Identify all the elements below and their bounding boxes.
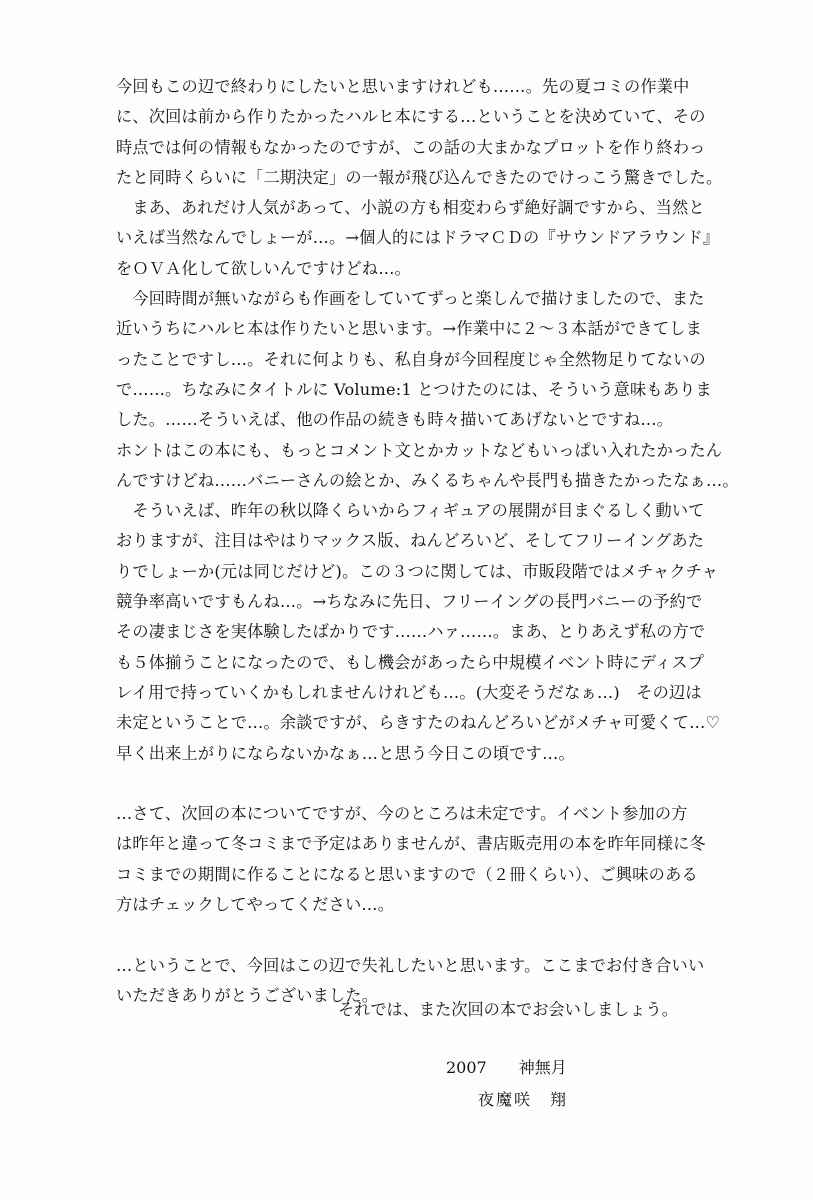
signature-year: 2007 <box>446 1058 487 1077</box>
text-line: で……。ちなみにタイトルに Volume:1 とつけたのには、そういう意味もありま <box>116 379 712 399</box>
text-line: 近いうちにハルヒ本は作りたいと思います。→作業中に２～３本話ができてしま <box>116 319 703 339</box>
paragraph <box>116 193 756 284</box>
text-line: 時点では何の情報もなかったのですが、この話の大まかなプロットを作り終わっ <box>116 137 706 157</box>
text-line: おりますが、注目はやはりマックス版、ねんどろいど、そしてフリーイングあた <box>116 531 705 551</box>
text-line: した。……そういえば、他の作品の続きも時々描いてあげないとですね…。 <box>116 410 674 430</box>
text-line: たと同時くらいに「二期決定」の一報が飛び込んできたのでけっこう驚きでした。 <box>116 167 723 187</box>
text-line: に、次回は前から作りたかったハルヒ本にする…ということを決めていて、その <box>116 107 706 127</box>
text-line: ホントはこの本にも、もっとコメント文とかカットなどもいっぱい入れたかったん <box>116 440 723 460</box>
paragraph <box>116 496 756 769</box>
signature-author: 夜魔咲 翔 <box>478 1090 569 1109</box>
text-line: 今回時間が無いながらも作画をしていてずっと楽しんで描けましたので、また <box>116 289 705 309</box>
signature-month: 神無月 <box>518 1058 567 1077</box>
text-line: その凄まじさを実体験したばかりです……ハァ……。まあ、とりあえず私の方で <box>116 622 706 642</box>
text-line: コミまでの期間に作ることになると思いますので（２冊くらい）、ご興味のある <box>116 864 698 884</box>
text-line: 競争率高いですもんね…。→ちなみに先日、フリーイングの長門バニーの予約で <box>116 592 703 612</box>
paragraph-gap <box>116 920 756 950</box>
closing-line: それでは、また次回の本でお会いしましょう。 <box>338 1000 678 1019</box>
paragraph <box>116 72 756 193</box>
text-line: いただきありがとうございました。 <box>116 985 379 1005</box>
text-line: いえば当然なんでしょーが…。→個人的にはドラマＣＤの『サウンドアラウンド』 <box>116 228 720 248</box>
text-line: …ということで、今回はこの辺で失礼したいと思います。ここまでお付き合いい <box>116 955 705 975</box>
text-line: は昨年と違って冬コミまで予定はありませんが、書店販売用の本を昨年同様に冬 <box>116 834 706 854</box>
text-line: 今回もこの辺で終わりにしたいと思いますけれども……。先の夏コミの作業中 <box>116 77 690 96</box>
afterword-body <box>116 72 756 1011</box>
paragraph <box>116 799 756 920</box>
text-line: んですけどね……バニーさんの絵とか、みくるちゃんや長門も描きたかったなぁ…。 <box>116 470 739 490</box>
text-line: まあ、あれだけ人気があって、小説の方も相変わらず絶好調ですから、当然と <box>116 198 705 218</box>
paragraph <box>116 284 756 496</box>
text-line: そういえば、昨年の秋以降くらいからフィギュアの展開が目まぐるしく動いて <box>116 501 705 521</box>
paragraph-gap <box>116 769 756 799</box>
text-line: をＯＶＡ化して欲しいんですけどね…。 <box>116 258 411 278</box>
text-line: も５体揃うことになったので、もし機会があったら中規模イベント時にディスプ <box>116 652 705 672</box>
text-line: レイ用で持っていくかもしれませんけれども…。(大変そうだなぁ…) その辺は <box>116 682 702 702</box>
text-line: 早く出来上がりにならないかなぁ…と思う今日この頃です…。 <box>116 743 575 763</box>
text-line: りでしょーか(元は同じだけど)。この３つに関しては、市販段階ではメチャクチャ <box>116 561 719 581</box>
text-line: 方はチェックしてやってください…。 <box>116 895 395 915</box>
text-line: …さて、次回の本についてですが、今のところは未定です。イベント参加の方 <box>116 804 688 824</box>
text-line: ったことですし…。それに何よりも、私自身が今回程度じゃ全然物足りてないの <box>116 349 706 369</box>
signature-date <box>446 1057 567 1079</box>
text-line: 未定ということで…。余談ですが、らきすたのねんどろいどがメチャ可愛くて…♡ <box>116 713 721 733</box>
